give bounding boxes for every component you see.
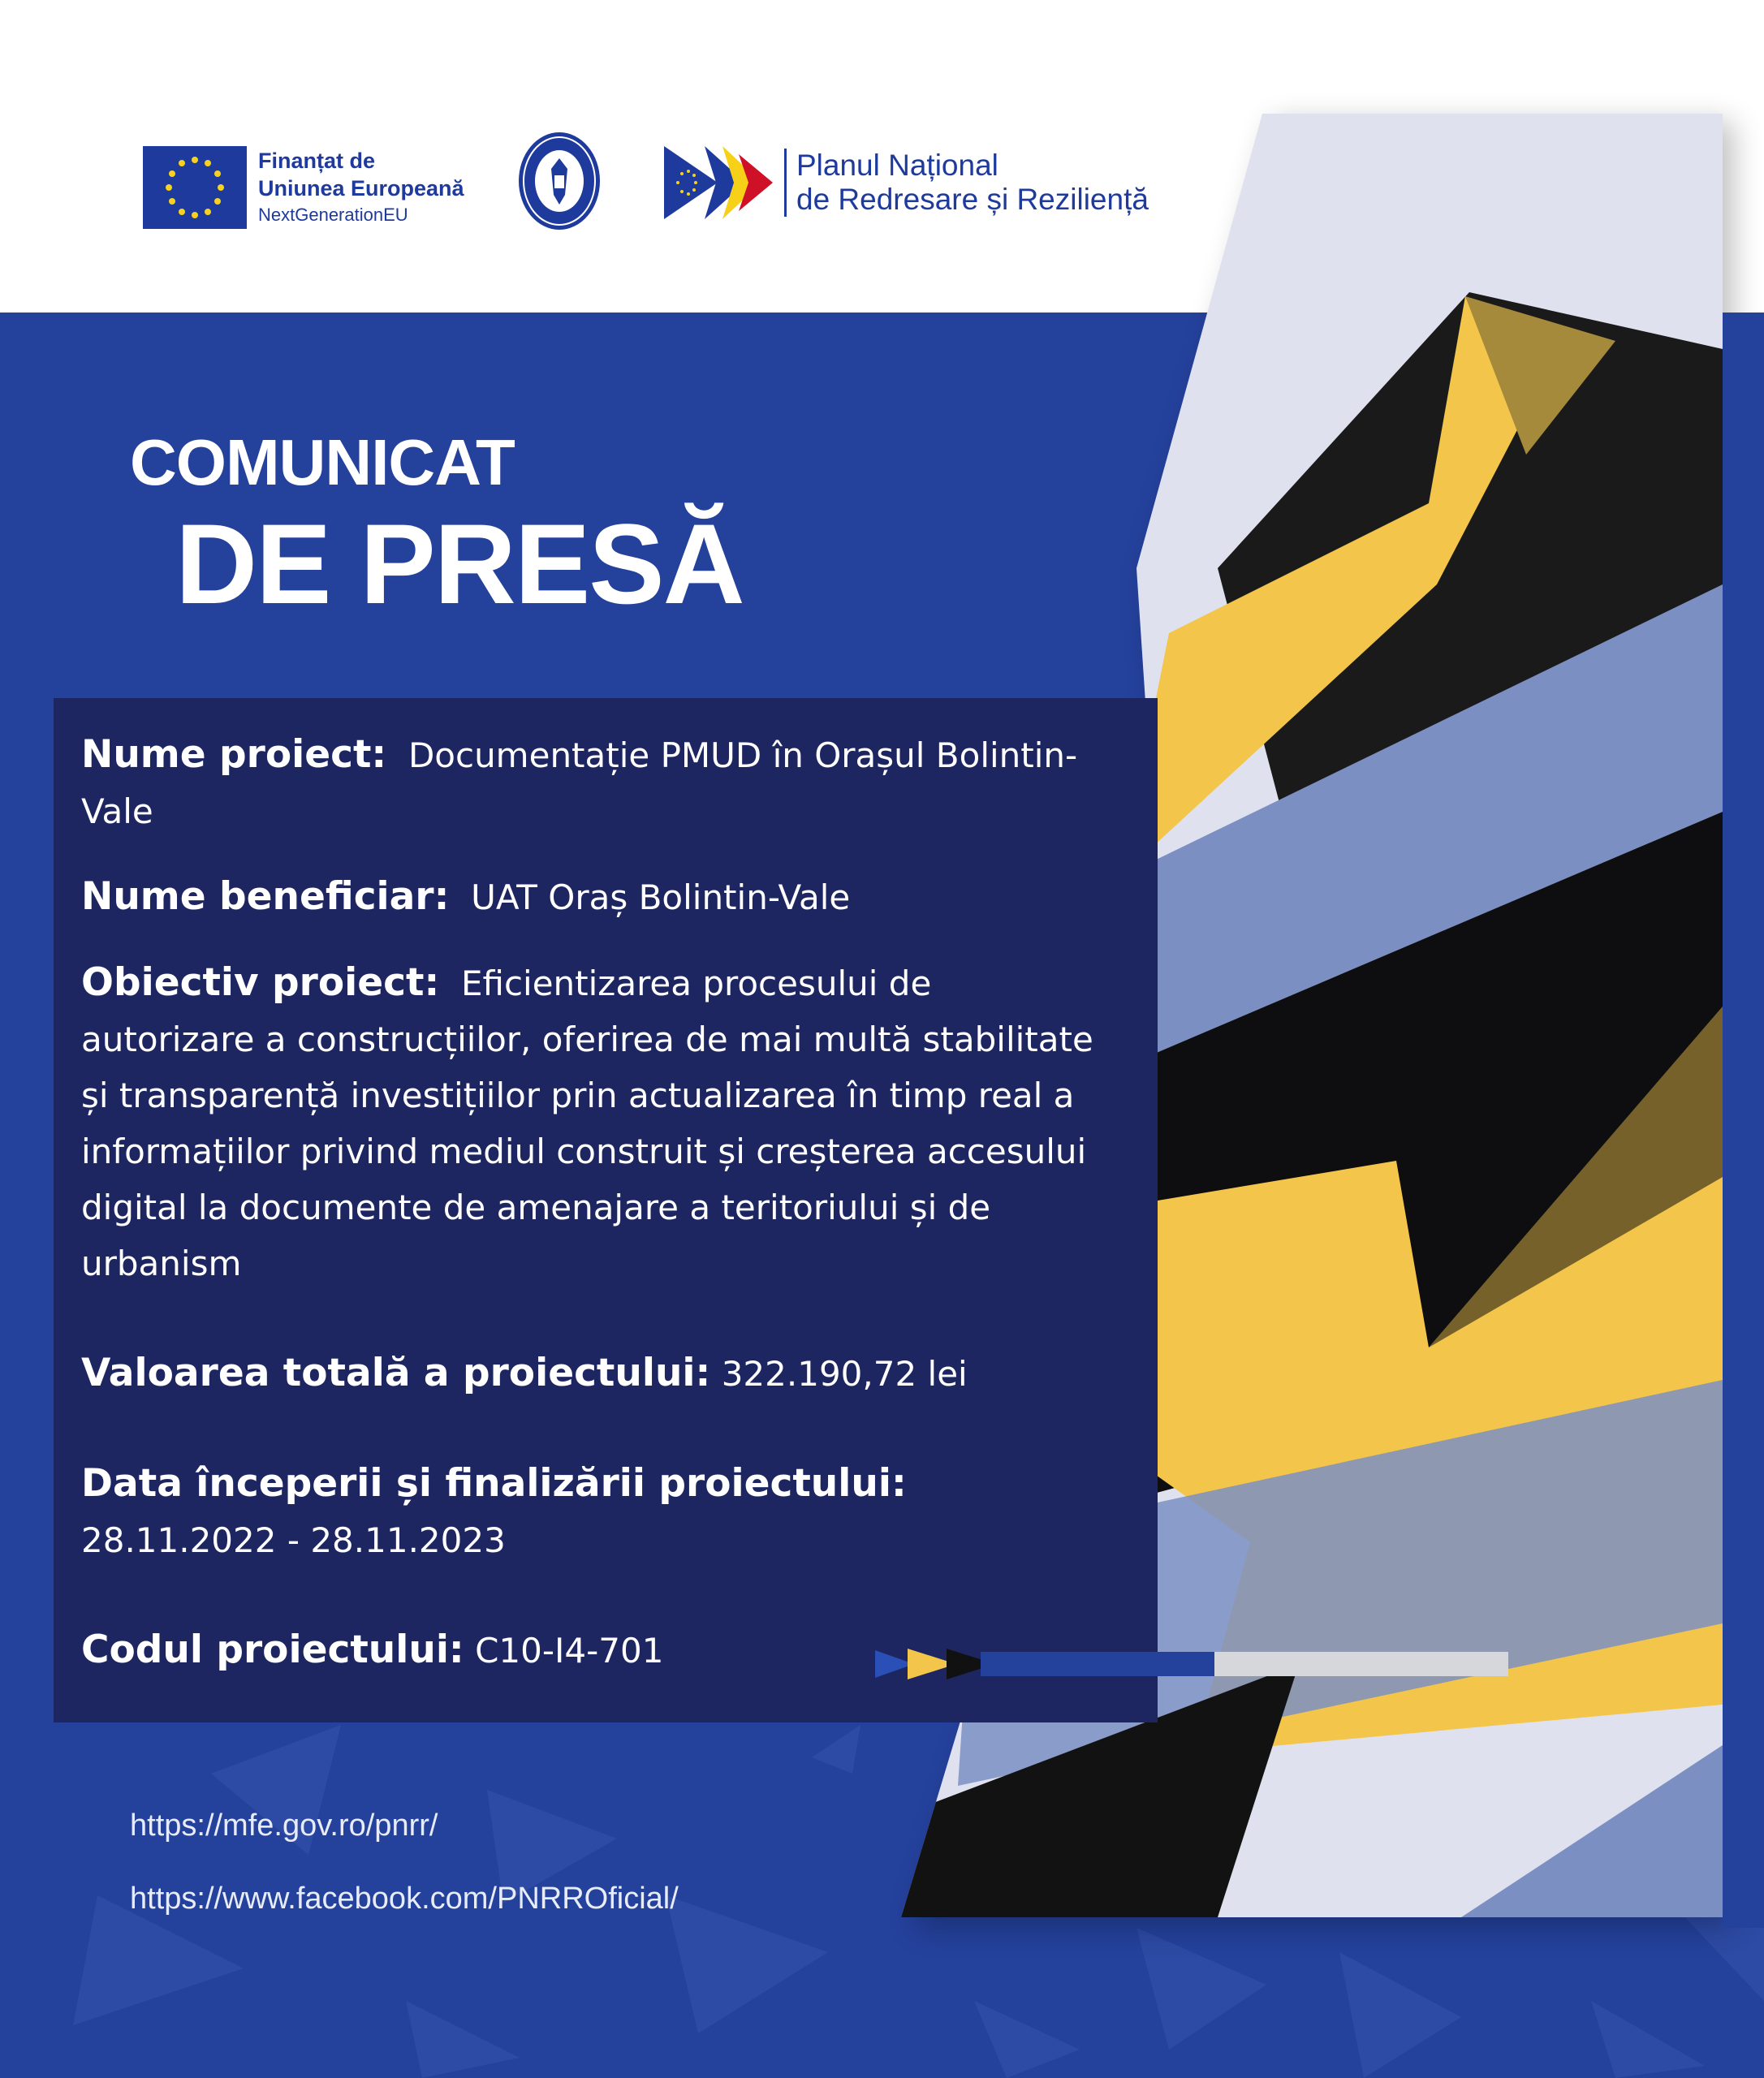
beneficiary-label: Nume beneficiar: xyxy=(81,874,450,919)
dates-value: 28.11.2022 - 28.11.2023 xyxy=(81,1520,506,1560)
dates-row xyxy=(81,1455,1104,1568)
pnrr-text-line1: Planul Național xyxy=(796,149,998,182)
links xyxy=(130,1806,679,1952)
beneficiary-value: UAT Oraș Bolintin-Vale xyxy=(471,877,851,917)
press-release-title xyxy=(130,422,744,625)
eu-text-line3: NextGenerationEU xyxy=(258,205,408,225)
project-name-value: Documentație PMUD în Orașul Bolintin-Vale xyxy=(81,735,1078,831)
project-name-label: Nume proiect: xyxy=(81,732,387,777)
total-value-row xyxy=(81,1345,1104,1402)
total-value-label: Valoarea totală a proiectului: xyxy=(81,1351,711,1395)
title-line1: COMUNICAT xyxy=(130,426,515,498)
eu-text-line1: Finanțat de xyxy=(258,149,376,173)
code-label: Codul proiectului: xyxy=(81,1627,464,1672)
pnrr-text-line2: de Redresare și Reziliență xyxy=(796,183,1149,216)
mfe-link[interactable]: https://mfe.gov.ro/pnrr/ xyxy=(130,1809,438,1843)
title-line2: DE PRESĂ xyxy=(175,500,744,627)
decorative-arrow-bar xyxy=(875,1645,1508,1683)
objective-row xyxy=(81,955,1104,1291)
project-info xyxy=(81,726,1104,1679)
code-value: C10-I4-701 xyxy=(475,1631,664,1671)
facebook-link[interactable]: https://www.facebook.com/PNRROficial/ xyxy=(130,1882,679,1916)
objective-value: Eficientizarea procesului de autorizare a construcțiilor, oferirea de mai multă stabilitate și transparență investițiilor prin actualizarea în timp real a informațiilor privind mediul construit și creșterea accesului digital la documente de amenajare a teritoriului și de urbanism xyxy=(81,964,1093,1283)
project-name-row xyxy=(81,726,1104,839)
dates-label: Data începerii și finalizării proiectului: xyxy=(81,1461,907,1506)
eu-text-line2: Uniunea Europeană xyxy=(258,176,464,200)
beneficiary-row xyxy=(81,869,1104,925)
total-value-value: 322.190,72 lei xyxy=(721,1354,968,1394)
objective-label: Obiectiv proiect: xyxy=(81,960,440,1005)
